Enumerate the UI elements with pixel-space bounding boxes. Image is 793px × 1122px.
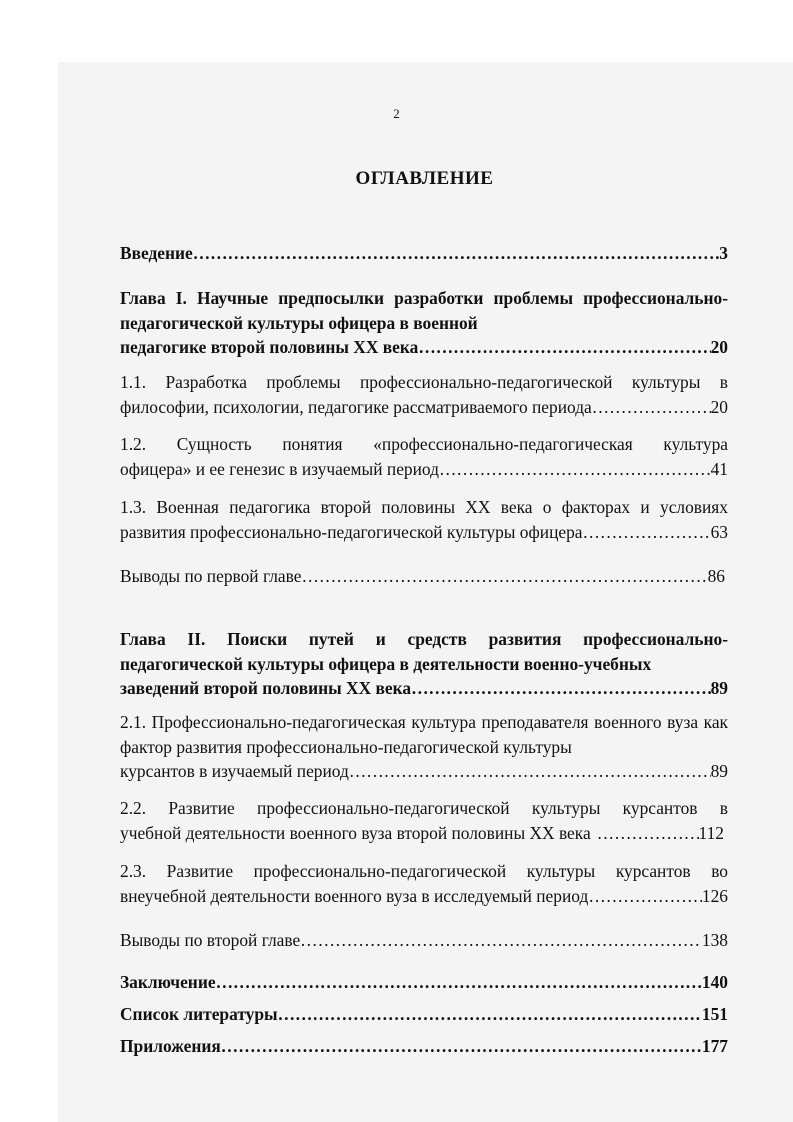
toc-entry-label: Заключение [120, 972, 216, 992]
toc-entry-label: Выводы по первой главе [120, 566, 302, 586]
toc-entry-text: 1.1. Разработка проблемы профессионально-педагогической культуры в [120, 372, 728, 392]
toc-entry-text: 2.3. Развитие профессионально-педагогической культуры курсантов во [120, 861, 728, 881]
toc-entry-section-1-2[interactable] [120, 432, 728, 481]
leader-dots [349, 759, 711, 784]
toc-page-number: 63 [710, 521, 728, 542]
toc-entry-label: учебной деятельности военного вуза второй половины ХХ века [120, 822, 591, 843]
toc-page-number: 89 [710, 678, 728, 698]
toc-page-number: 112 [698, 822, 724, 843]
toc-entry-label: развития профессионально-педагогической культуры офицера [120, 521, 583, 542]
leader-dots [418, 335, 710, 360]
toc-page-number: 89 [710, 761, 728, 781]
toc-entry-conclusions-1[interactable] [120, 564, 725, 589]
leader-dots [278, 1002, 702, 1027]
toc-entry-section-2-3[interactable] [120, 859, 728, 908]
toc-entry-intro[interactable] [120, 241, 728, 266]
page-number: 2 [393, 106, 400, 121]
toc-entry-text: 1.3. Военная педагогика второй половины ХХ века о факторах и условиях [120, 497, 728, 517]
leader-dots [301, 564, 707, 589]
toc-page-number: 86 [707, 566, 725, 586]
toc-entry-section-1-1[interactable] [120, 370, 728, 419]
toc-entry-text: 2.1. Профессионально-педагогическая культура преподавателя военного вуза как фактор развития профессионально-педагогической культуры [120, 712, 728, 757]
toc-entry-text: Глава I. Научные предпосылки разработки проблемы профессионально-педагогической культуры офицера в военной [120, 288, 728, 333]
toc-entry-conclusion[interactable] [120, 970, 728, 995]
toc-page-number: 140 [701, 972, 728, 992]
toc-entry-chapter-1[interactable] [120, 286, 728, 360]
toc-entry-chapter-2[interactable] [120, 627, 728, 701]
toc-entry-text: 1.2. Сущность понятия «профессионально-педагогическая культура [120, 434, 728, 454]
leader-dots [411, 676, 711, 701]
toc-entry-label: педагогике второй половины ХХ века [120, 337, 419, 357]
leader-dots [591, 821, 699, 846]
leader-dots [439, 457, 711, 482]
toc-entry-label: Введение [120, 243, 193, 263]
toc-entry-section-2-2[interactable] [120, 796, 728, 845]
toc-entry-label: заведений второй половины ХХ века [120, 678, 412, 698]
page-sheet [58, 62, 793, 1122]
toc-entry-section-2-1[interactable] [120, 710, 728, 784]
toc-entry-text: 2.2. Развитие профессионально-педагогической культуры курсантов в [120, 798, 728, 818]
toc-page-number: 3 [719, 243, 728, 263]
toc-entry-section-1-3[interactable] [120, 495, 728, 544]
toc-entry-conclusions-2[interactable] [120, 928, 728, 953]
toc-title: ОГЛАВЛЕНИЕ [355, 168, 494, 189]
leader-dots [588, 884, 702, 909]
toc-page-number: 41 [710, 458, 728, 479]
toc-entry-label: философии, психологии, педагогике рассматриваемого периода [120, 396, 592, 417]
leader-dots [193, 241, 720, 266]
leader-dots [221, 1034, 702, 1059]
toc-entry-label: офицера» и ее генезис в изучаемый период [120, 458, 439, 479]
toc-entry-label: внеучебной деятельности военного вуза в исследуемый период [120, 885, 589, 906]
toc-entry-label: Выводы по второй главе [120, 930, 301, 950]
leader-dots [300, 928, 702, 953]
toc-page-number: 151 [701, 1004, 728, 1024]
toc-entry-label: Приложения [120, 1036, 221, 1056]
toc-page-number: 138 [701, 930, 728, 950]
toc-entry-text: Глава II. Поиски путей и средств развития профессионально-педагогической культуры офицера в деятельности военно-учебных [120, 629, 728, 674]
toc-entry-references[interactable] [120, 1002, 728, 1027]
leader-dots [592, 395, 711, 420]
toc-page-number: 126 [701, 885, 728, 906]
toc-page-number: 20 [710, 337, 728, 357]
toc-entry-appendices[interactable] [120, 1034, 728, 1059]
toc-entry-label: Список литературы [120, 1004, 278, 1024]
toc-page-number: 20 [710, 396, 728, 417]
toc-page-number: 177 [701, 1036, 728, 1056]
toc-entry-label: курсантов в изучаемый период [120, 761, 349, 781]
leader-dots [216, 970, 702, 995]
leader-dots [583, 520, 711, 545]
